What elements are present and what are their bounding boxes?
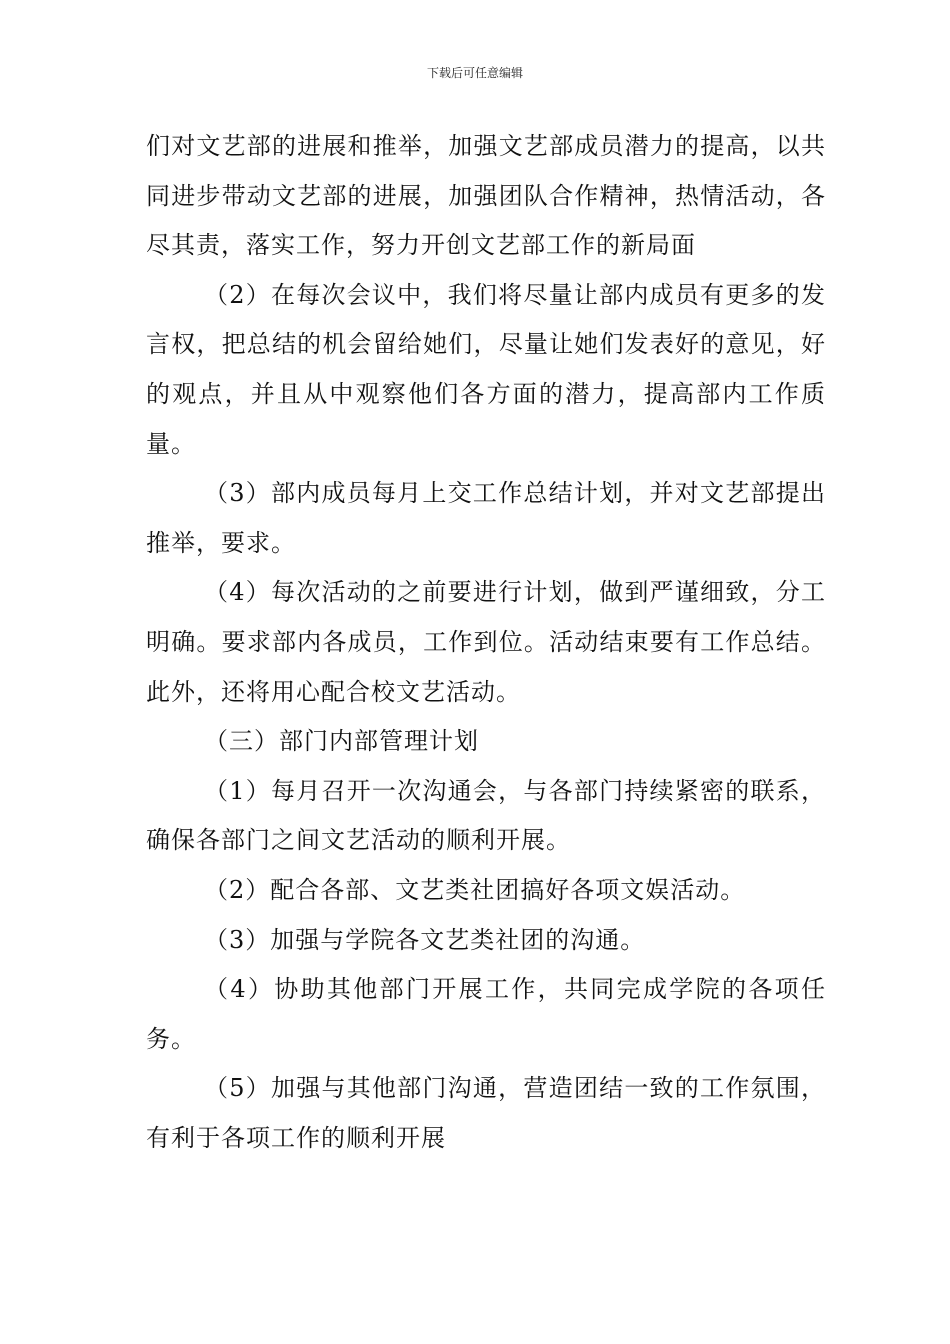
paragraph-6: （1）每月召开一次沟通会，与各部门持续紧密的联系，确保各部门之间文艺活动的顺利开展。 bbox=[146, 776, 826, 855]
paragraph-1: 们对文艺部的进展和推举，加强文艺部成员潜力的提高，以共同进步带动文艺部的进展，加强团队合作精神，热情活动，各尽其责，落实工作，努力开创文艺部工作的新局面 bbox=[146, 132, 826, 260]
paragraph-9: （4）协助其他部门开展工作，共同完成学院的各项任务。 bbox=[146, 975, 826, 1053]
paragraph-4: （4）每次活动的之前要进行计划，做到严谨细致，分工明确。要求部内各成员，工作到位。活动结束要有工作总结。此外，还将用心配合校文艺活动。 bbox=[146, 578, 826, 706]
paragraph-8: （3）加强与学院各文艺类社团的沟通。 bbox=[204, 925, 646, 954]
section-heading: （三）部门内部管理计划 bbox=[204, 727, 479, 756]
paragraph-2: （2）在每次会议中，我们将尽量让部内成员有更多的发言权，把总结的机会留给她们，尽量让她们发表好的意见，好的观点，并且从中观察他们各方面的潜力，提高部内工作质量。 bbox=[146, 280, 826, 458]
page-header: 下载后可任意编辑 bbox=[426, 66, 523, 80]
paragraph-7: （2）配合各部、文艺类社团搞好各项文娱活动。 bbox=[204, 875, 746, 904]
document-body bbox=[146, 122, 826, 1163]
paragraph-10: （5）加强与其他部门沟通，营造团结一致的工作氛围，有利于各项工作的顺利开展 bbox=[146, 1074, 826, 1152]
paragraph-3: （3）部内成员每月上交工作总结计划，并对文艺部提出推举，要求。 bbox=[146, 479, 826, 557]
